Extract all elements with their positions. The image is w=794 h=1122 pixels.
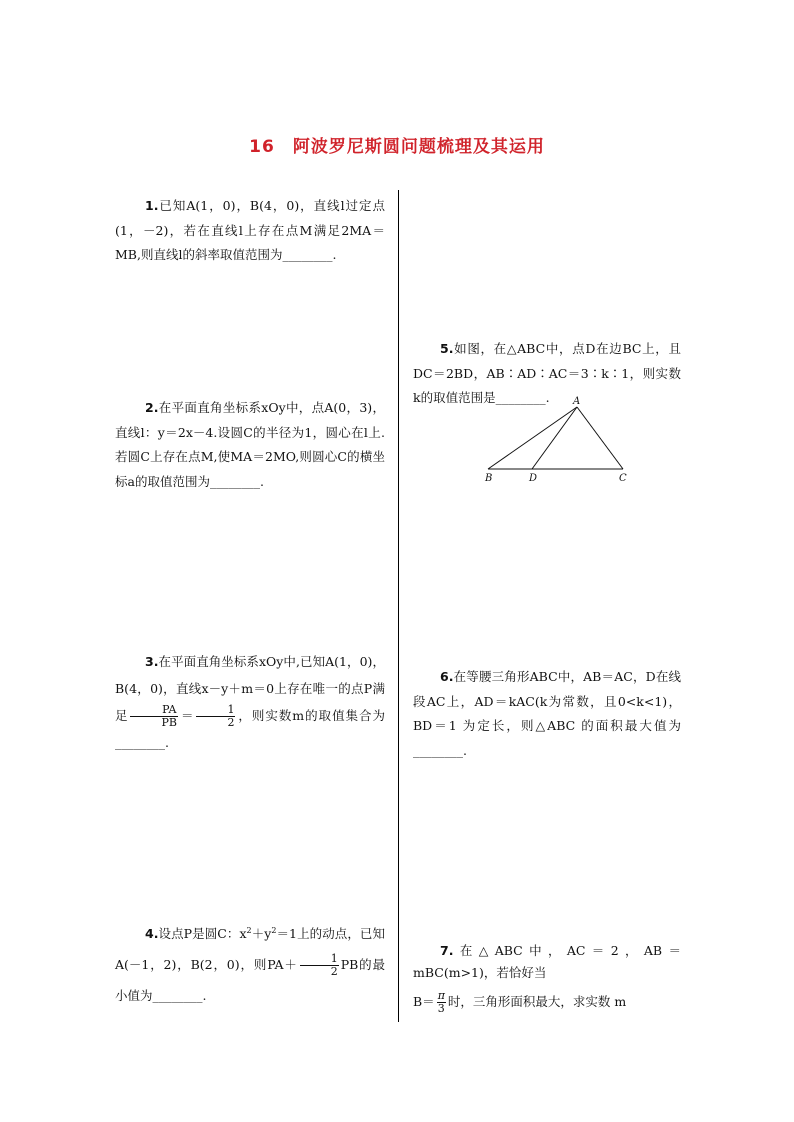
problem-number: 3. [145, 654, 159, 669]
fraction-pi-over-3: $\frac{\pi}{3}$ [437, 989, 445, 1015]
problem-1 [115, 194, 385, 268]
label-a: A [573, 396, 581, 407]
problem-2 [115, 396, 385, 494]
column-divider [398, 190, 399, 1022]
problem-text: 在平面直角坐标系xOy中，点A(0，3)，直线l：y＝2x－4.设圆C的半径为1，圆心在l上.若圆C上存在点M,使MA＝2MO,则圆心C的横坐标a的取值范围为________. [115, 400, 385, 489]
fraction-one-half: $\frac{1}{2}$ [300, 953, 339, 978]
problem-text: 在平面直角坐标系xOy中,已知A(1，0)，B(4，0)，直线x－y＋m＝0上存在唯一的点P满足 [115, 654, 385, 723]
problem-text: 已知A(1，0)，B(4，0)，直线l过定点(1，－2)，若在直线l上存在点M满足2MA＝MB,则直线l的斜率取值范围为________. [115, 198, 385, 262]
problem-4: 4.设点P是圆C：$x^2+y^2=1$上的动点，已知A(－1，2)，B(2，0)，则PA＋ $\frac{1}{2}$ PB的最小值为________. [115, 925, 385, 1003]
problem-3: 3.在平面直角坐标系xOy中,已知A(1，0)，B(4，0)，直线x－y＋m＝0上存在唯一的点P满足 $\frac{PA}{PB}$ ＝ $\frac{1}{2}$ ，则实数m的取值集合为________. [115, 654, 385, 750]
segment-ab [488, 407, 577, 469]
problem-number: 6. [440, 669, 454, 684]
problem-number: 4. [145, 926, 159, 941]
label-b: B [485, 473, 493, 484]
problem-7 [413, 940, 681, 984]
problem-7-continued: B＝ $\frac{\pi}{3}$ 时，三角形面积最大，求实数 m [413, 989, 627, 1015]
problem-text: 如图，在△ABC中，点D在边BC上，且DC＝2BD，AB∶AD∶AC＝3∶k∶1，则实数k的取值范围是________. [413, 341, 681, 405]
problem-text: 在等腰三角形ABC中，AB＝AC，D在线段AC上，AD＝kAC(k为常数，且0<k<1)，BD＝1 为定长，则△ABC 的面积最大值为________. [413, 669, 681, 758]
fraction-one-half: $\frac{1}{2}$ [196, 704, 235, 729]
label-d: D [529, 473, 538, 484]
triangle-figure [480, 395, 640, 487]
label-c: C [619, 473, 627, 484]
page-title: 16 阿波罗尼斯圆问题梳理及其运用 [249, 137, 545, 157]
segment-ad [532, 407, 577, 469]
problem-number: 2. [145, 400, 159, 415]
problem-number: 1. [145, 198, 159, 213]
problem-6 [413, 665, 681, 763]
segment-ac [577, 407, 623, 469]
problem-text: 在△ABC中，AC＝2，AB＝mBC(m>1)，若恰好当 [413, 943, 681, 980]
problem-number: 5. [440, 341, 454, 356]
problem-number: 7. [440, 943, 454, 958]
fraction-pa-pb: $\frac{PA}{PB}$ [130, 704, 178, 729]
